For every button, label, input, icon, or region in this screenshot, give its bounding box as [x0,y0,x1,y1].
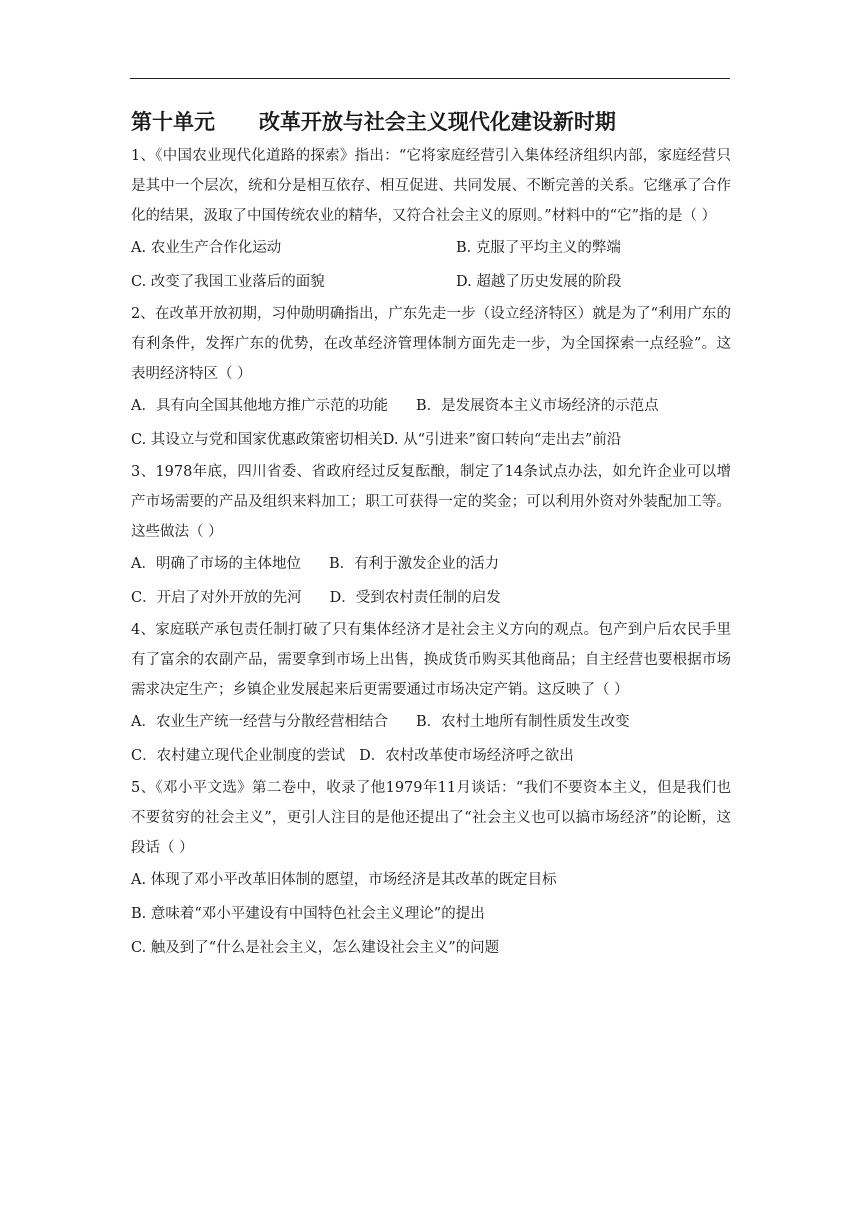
option-b[interactable]: B. 意味着“邓小平建设有中国特色社会主义理论”的提出 [131,906,485,922]
option-a[interactable]: A．农业生产统一经营与分散经营相结合 [131,714,388,730]
document-content [131,107,731,965]
option-a[interactable]: A．明确了市场的主体地位 [131,556,301,572]
option-a[interactable]: A. 体现了邓小平改革旧体制的愿望，市场经济是其改革的既定目标 [131,872,557,888]
question-options [131,547,731,615]
question-2 [131,299,731,457]
option-b[interactable]: B．是发展资本主义市场经济的示范点 [415,398,659,414]
option-d[interactable]: D. 超越了历史发展的阶段 [456,274,622,290]
option-d[interactable]: D．农村改革使市场经济呼之欲出 [359,748,574,764]
question-options [131,389,731,457]
question-stem: 4、家庭联产承包责任制打破了只有集体经济才是社会主义方向的观点。包产到户后农民手里有了富余的农副产品，需要拿到市场上出售，换成货币购买其他商品；自主经营也要根据市场需求决定生产；乡镇企业发展起来后更需要通过市场决定产销。这反映了（ ） [131,622,731,698]
question-4 [131,615,731,773]
option-c[interactable]: C. 触及到了“什么是社会主义，怎么建设社会主义”的问题 [131,940,500,956]
option-c[interactable]: C．农村建立现代企业制度的尝试 [131,748,346,764]
option-a[interactable]: A．具有向全国其他地方推广示范的功能 [131,398,388,414]
question-options [131,231,731,299]
option-c[interactable]: C．开启了对外开放的先河 [131,590,302,606]
unit-title: 第十单元 改革开放与社会主义现代化建设新时期 [131,110,616,134]
question-stem: 1、《中国农业现代化道路的探索》指出：“它将家庭经营引入集体经济组织内部，家庭经营只是其中一个层次，统和分是相互依存、相互促进、共同发展、不断完善的关系。它继承了合作化的结果，汲取了中国传统农业的精华，又符合社会主义的原则。”材料中的“它”指的是（ ） [131,148,731,224]
question-1 [131,141,731,299]
option-a[interactable]: A. 农业生产合作化运动 [131,240,282,256]
question-options [131,705,731,773]
option-b[interactable]: B．有利于激发企业的活力 [328,556,500,572]
option-c[interactable]: C. 改变了我国工业落后的面貌 [131,274,325,290]
question-stem: 5、《邓小平文选》第二卷中，收录了他1979年11月谈话：“我们不要资本主义，但是我们也不要贫穷的社会主义”，更引人注目的是他还提出了“社会主义也可以搞市场经济”的论断，这段话（ ） [131,780,731,856]
option-d[interactable]: D．受到农村责任制的启发 [329,590,501,606]
question-stem: 3、1978年底，四川省委、省政府经过反复酝酿，制定了14条试点办法，如允许企业可以增产市场需要的产品及组织来料加工；职工可获得一定的奖金；可以利用外资对外装配加工等。这些做法（ ） [131,464,731,540]
option-c[interactable]: C. 其设立与党和国家优惠政策密切相关 [131,432,383,448]
option-d[interactable]: D. 从“引进来”窗口转向“走出去”前沿 [382,432,622,448]
header-rule [130,78,730,79]
option-b[interactable]: B．农村土地所有制性质发生改变 [415,714,630,730]
option-b[interactable]: B. 克服了平均主义的弊端 [456,240,621,256]
question-5 [131,773,731,965]
question-stem: 2、在改革开放初期，习仲勋明确指出，广东先走一步（设立经济特区）就是为了“利用广东的有利条件，发挥广东的优势，在改革经济管理体制方面先走一步，为全国探索一点经验”。这表明经济特区（ ） [131,306,731,382]
question-3 [131,457,731,615]
question-options [131,863,731,965]
